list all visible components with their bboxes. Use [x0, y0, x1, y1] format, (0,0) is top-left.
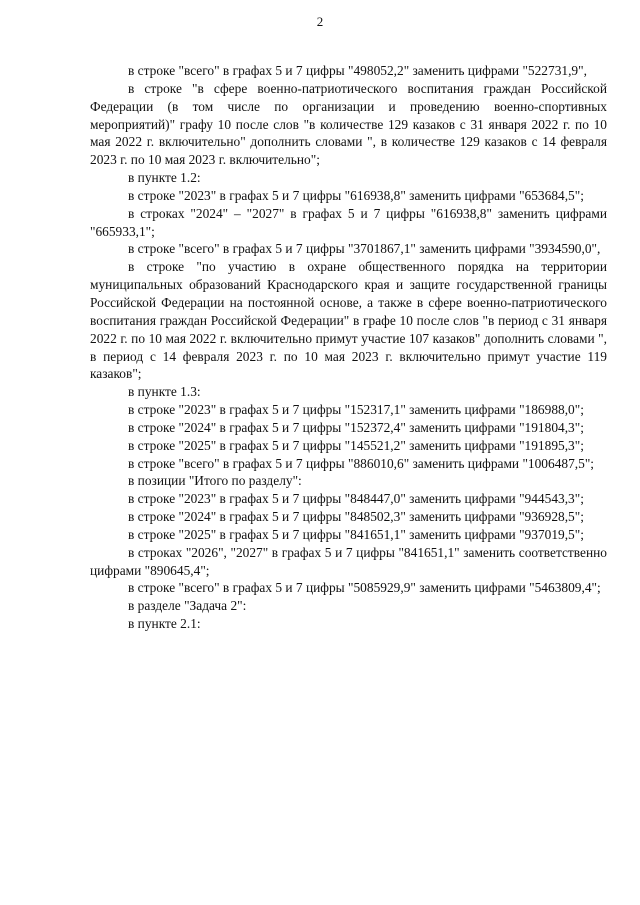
- paragraph: в разделе "Задача 2":: [128, 598, 247, 614]
- paragraph: в строке "всего" в графах 5 и 7 цифры "3701867,1" заменить цифрами "3934590,0",: [128, 241, 601, 257]
- paragraph: в строках "2024" – "2027" в графах 5 и 7 цифры "616938,8" заменить цифрами "665933,1";: [90, 205, 607, 239]
- paragraph: в строке "всего" в графах 5 и 7 цифры "498052,2" заменить цифрами "522731,9",: [128, 63, 587, 78]
- paragraph: в пункте 2.1:: [128, 616, 201, 632]
- paragraph: в пункте 1.2:: [128, 170, 201, 186]
- paragraph: в строке "в сфере военно-патриотического воспитания граждан Российской Федерации (в том числе по организации и проведению военно-спортивных мероприятий)" графу 10 после слов "в количестве 129 казаков с 31 января 2022 г. по 10 мая 2022 г. включительно" дополнить словами ", в количестве 129 казаков с 14 февраля 2023 г. по 10 мая 2023 г. включительно";: [90, 80, 607, 168]
- paragraph: в пункте 1.3:: [128, 384, 201, 400]
- paragraph: в строке "2023" в графах 5 и 7 цифры "152317,1" заменить цифрами "186988,0";: [128, 402, 584, 418]
- paragraph: в позиции "Итого по разделу":: [128, 473, 302, 489]
- page-number: 2: [316, 14, 324, 29]
- paragraph: в строке "всего" в графах 5 и 7 цифры "886010,6" заменить цифрами "1006487,5";: [128, 455, 595, 471]
- paragraph: в строке "2025" в графах 5 и 7 цифры "145521,2" заменить цифрами "191895,3";: [128, 437, 584, 453]
- paragraph: в строке "2025" в графах 5 и 7 цифры "841651,1" заменить цифрами "937019,5";: [128, 526, 584, 542]
- document-body: [90, 62, 607, 633]
- paragraph: в строке "2023" в графах 5 и 7 цифры "848447,0" заменить цифрами "944543,3";: [128, 491, 584, 507]
- paragraph: в строке "всего" в графах 5 и 7 цифры "5085929,9" заменить цифрами "5463809,4";: [128, 580, 601, 596]
- paragraph: в строках "2026", "2027" в графах 5 и 7 цифры "841651,1" заменить соответственно цифрами "890645,4";: [90, 544, 607, 578]
- paragraph: в строке "2024" в графах 5 и 7 цифры "152372,4" заменить цифрами "191804,3";: [128, 419, 584, 435]
- paragraph: в строке "2023" в графах 5 и 7 цифры "616938,8" заменить цифрами "653684,5";: [128, 187, 584, 203]
- paragraph: в строке "2024" в графах 5 и 7 цифры "848502,3" заменить цифрами "936928,5";: [128, 509, 584, 525]
- paragraph: в строке "по участию в охране общественного порядка на территории муниципальных образований Краснодарского края и защите государственной границы Российской Федерации на постоянной основе, а также в сфере военно-патриотического воспитания граждан Российской Федерации" в графе 10 после слов "в период с 31 января 2022 г. по 10 мая 2022 г. включительно примут участие 107 казаков" дополнить словами ", в период с 14 февраля 2023 г. по 10 мая 2023 г. включительно примут участие 119 казаков";: [90, 259, 607, 382]
